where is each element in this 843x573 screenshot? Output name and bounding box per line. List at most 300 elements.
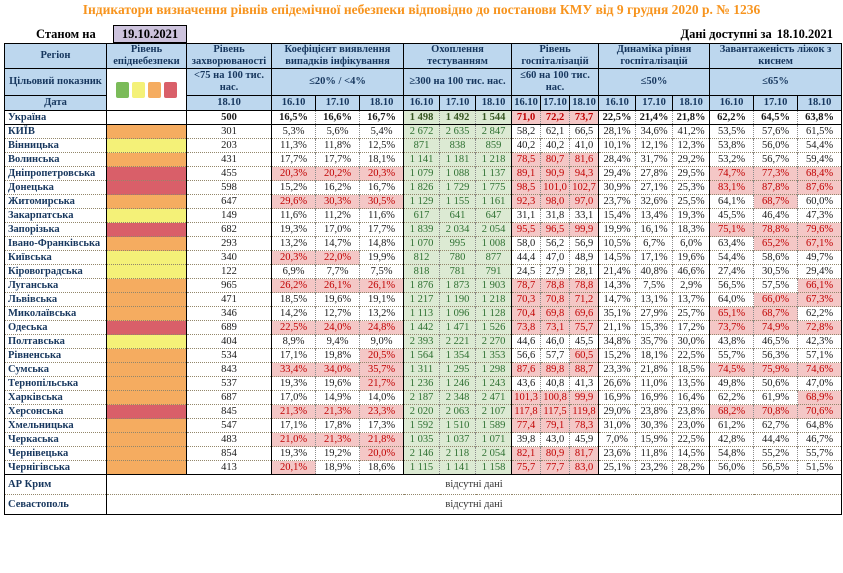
- testing-value: 1 088: [440, 167, 476, 181]
- testing-value: 1 079: [404, 167, 440, 181]
- as-of-date: 19.10.2021: [113, 25, 187, 43]
- col-morbidity: Рівень захворюваності: [187, 44, 272, 69]
- testing-value: 1 218: [476, 293, 512, 307]
- hospitalization-value: 73,7: [570, 111, 599, 125]
- hospitalization-value: 90,9: [541, 167, 570, 181]
- dynamics-value: 28,1%: [599, 125, 636, 139]
- detection-value: 6,9%: [272, 265, 316, 279]
- dynamics-value: 12,1%: [636, 139, 673, 153]
- hospitalization-value: 28,1: [570, 265, 599, 279]
- no-data-cell: відсутні дані: [107, 475, 842, 495]
- testing-value: 781: [440, 265, 476, 279]
- dynamics-value: 15,4%: [599, 209, 636, 223]
- table-row: [5, 495, 842, 515]
- oxygen-beds-value: 73,7%: [710, 321, 754, 335]
- detection-value: 21,3%: [316, 405, 360, 419]
- testing-value: 1 161: [476, 195, 512, 209]
- hospitalization-value: 81,6: [570, 153, 599, 167]
- target-oxygen: ≤65%: [710, 69, 842, 96]
- testing-value: 818: [404, 265, 440, 279]
- testing-value: 2 221: [440, 335, 476, 349]
- detection-value: 18,6%: [360, 461, 404, 475]
- header-row-targets: [5, 69, 842, 96]
- oxygen-beds-value: 46,5%: [754, 335, 798, 349]
- dynamics-value: 34,8%: [599, 335, 636, 349]
- detection-value: 15,2%: [272, 181, 316, 195]
- region-name: Дніпропетровська: [5, 167, 107, 181]
- hospitalization-value: 78,5: [512, 153, 541, 167]
- dynamics-value: 23,8%: [673, 405, 710, 419]
- testing-value: 1 498: [404, 111, 440, 125]
- testing-value: 1 113: [404, 307, 440, 321]
- morbidity-value: 293: [187, 237, 272, 251]
- morbidity-value: 431: [187, 153, 272, 167]
- dynamics-value: 21,4%: [599, 265, 636, 279]
- dynamics-value: 30,0%: [673, 335, 710, 349]
- testing-value: 1 037: [440, 433, 476, 447]
- oxygen-beds-value: 50,6%: [754, 377, 798, 391]
- detection-value: 11,6%: [360, 209, 404, 223]
- hospitalization-value: 69,8: [541, 307, 570, 321]
- hospitalization-value: 73,1: [541, 321, 570, 335]
- detection-value: 23,3%: [360, 405, 404, 419]
- detection-value: 24,8%: [360, 321, 404, 335]
- dynamics-value: 11,0%: [636, 377, 673, 391]
- detection-value: 16,6%: [316, 111, 360, 125]
- dynamics-value: 41,2%: [673, 125, 710, 139]
- hospitalization-value: 80,9: [541, 447, 570, 461]
- dynamics-value: 21,8%: [636, 363, 673, 377]
- hospitalization-value: 95,5: [512, 223, 541, 237]
- hospitalization-value: 45,5: [570, 335, 599, 349]
- testing-value: 2 270: [476, 335, 512, 349]
- detection-value: 18,9%: [316, 461, 360, 475]
- epidemic-level-cell: [107, 391, 187, 405]
- testing-value: 1 243: [476, 377, 512, 391]
- data-available-label: Дані доступні за: [680, 27, 772, 41]
- hospitalization-value: 98,5: [512, 181, 541, 195]
- date-cell: 17.10: [636, 96, 673, 111]
- oxygen-beds-value: 70,6%: [798, 405, 842, 419]
- region-name: Донецька: [5, 181, 107, 195]
- epidemic-level-cell: [107, 111, 187, 125]
- oxygen-beds-value: 60,0%: [798, 195, 842, 209]
- testing-value: 2 034: [440, 223, 476, 237]
- detection-value: 16,5%: [272, 111, 316, 125]
- col-region: Регіон: [5, 44, 107, 69]
- legend-color-swatch: [132, 82, 145, 98]
- detection-value: 21,8%: [360, 433, 404, 447]
- dynamics-value: 25,7%: [673, 307, 710, 321]
- dynamics-value: 16,9%: [636, 391, 673, 405]
- hospitalization-value: 71,0: [512, 111, 541, 125]
- hospitalization-value: 101,0: [541, 181, 570, 195]
- hospitalization-value: 81,7: [570, 447, 599, 461]
- dynamics-value: 15,9%: [636, 433, 673, 447]
- hospitalization-value: 62,1: [541, 125, 570, 139]
- hospitalization-value: 94,3: [570, 167, 599, 181]
- hospitalization-value: 43,0: [541, 433, 570, 447]
- dynamics-value: 25,1%: [599, 461, 636, 475]
- dynamics-value: 30,9%: [599, 181, 636, 195]
- testing-value: 1 903: [476, 279, 512, 293]
- oxygen-beds-value: 63,4%: [710, 237, 754, 251]
- hospitalization-value: 97,0: [570, 195, 599, 209]
- target-dynamics: ≤50%: [599, 69, 710, 96]
- detection-value: 19,9%: [360, 251, 404, 265]
- region-name: Тернопільська: [5, 377, 107, 391]
- testing-value: 1 190: [440, 293, 476, 307]
- date-cell: 16.10: [599, 96, 636, 111]
- date-cell: 18.10: [798, 96, 842, 111]
- hospitalization-value: 96,5: [541, 223, 570, 237]
- dynamics-value: 15,3%: [636, 321, 673, 335]
- oxygen-beds-value: 62,7%: [754, 419, 798, 433]
- detection-value: 20,2%: [316, 167, 360, 181]
- oxygen-beds-value: 70,8%: [754, 405, 798, 419]
- region-name: Черкаська: [5, 433, 107, 447]
- testing-value: 1 510: [440, 419, 476, 433]
- testing-value: 1 129: [404, 195, 440, 209]
- oxygen-beds-value: 75,9%: [754, 363, 798, 377]
- region-name: Київська: [5, 251, 107, 265]
- hospitalization-value: 83,0: [570, 461, 599, 475]
- detection-value: 19,6%: [316, 377, 360, 391]
- detection-value: 26,2%: [272, 279, 316, 293]
- oxygen-beds-value: 30,5%: [754, 265, 798, 279]
- date-cell: 17.10: [541, 96, 570, 111]
- detection-value: 11,6%: [272, 209, 316, 223]
- hospitalization-value: 57,7: [541, 349, 570, 363]
- detection-value: 20,3%: [360, 167, 404, 181]
- detection-value: 14,9%: [316, 391, 360, 405]
- table-row: [5, 139, 842, 153]
- dynamics-value: 18,1%: [636, 349, 673, 363]
- oxygen-beds-value: 61,9%: [754, 391, 798, 405]
- hospitalization-value: 117,8: [512, 405, 541, 419]
- oxygen-beds-value: 29,4%: [798, 265, 842, 279]
- detection-value: 33,4%: [272, 363, 316, 377]
- table-row: [5, 321, 842, 335]
- oxygen-beds-value: 54,8%: [710, 447, 754, 461]
- detection-value: 16,7%: [360, 181, 404, 195]
- morbidity-value: 689: [187, 321, 272, 335]
- morbidity-value: 647: [187, 195, 272, 209]
- testing-value: 1 353: [476, 349, 512, 363]
- morbidity-value: 854: [187, 447, 272, 461]
- testing-value: 1 564: [404, 349, 440, 363]
- hospitalization-value: 27,9: [541, 265, 570, 279]
- legend-color-swatch: [148, 82, 161, 98]
- dynamics-value: 10,1%: [599, 139, 636, 153]
- hospitalization-value: 73,8: [512, 321, 541, 335]
- hospitalization-value: 78,8: [541, 279, 570, 293]
- testing-value: 1 354: [440, 349, 476, 363]
- col-hospital: Рівень госпіталізацій: [512, 44, 599, 69]
- epidemic-level-cell: [107, 125, 187, 139]
- hospitalization-value: 46,0: [541, 335, 570, 349]
- date-cell: 18.10: [187, 96, 272, 111]
- dynamics-value: 21,8%: [673, 111, 710, 125]
- table-row: [5, 223, 842, 237]
- oxygen-beds-value: 51,5%: [798, 461, 842, 475]
- testing-value: 2 054: [476, 447, 512, 461]
- oxygen-beds-value: 56,5%: [710, 279, 754, 293]
- dynamics-value: 25,3%: [673, 181, 710, 195]
- morbidity-value: 500: [187, 111, 272, 125]
- table-row: [5, 391, 842, 405]
- morbidity-value: 122: [187, 265, 272, 279]
- testing-value: 1 442: [404, 321, 440, 335]
- morbidity-value: 203: [187, 139, 272, 153]
- region-name: Херсонська: [5, 405, 107, 419]
- detection-value: 17,0%: [272, 391, 316, 405]
- detection-value: 17,8%: [316, 419, 360, 433]
- oxygen-beds-value: 79,6%: [798, 223, 842, 237]
- detection-value: 17,7%: [316, 153, 360, 167]
- oxygen-beds-value: 53,2%: [710, 153, 754, 167]
- region-name: Чернігівська: [5, 461, 107, 475]
- testing-value: 1 071: [476, 433, 512, 447]
- hospitalization-value: 45,9: [570, 433, 599, 447]
- detection-value: 5,6%: [316, 125, 360, 139]
- testing-value: 1 128: [476, 307, 512, 321]
- hospitalization-value: 100,8: [541, 391, 570, 405]
- hospitalization-value: 77,4: [512, 419, 541, 433]
- hospitalization-value: 58,0: [512, 237, 541, 251]
- testing-value: 1 158: [476, 461, 512, 475]
- oxygen-beds-value: 43,8%: [710, 335, 754, 349]
- dynamics-value: 16,1%: [636, 223, 673, 237]
- testing-value: 2 348: [440, 391, 476, 405]
- region-name: Полтавська: [5, 335, 107, 349]
- dynamics-value: 14,3%: [599, 279, 636, 293]
- table-row: [5, 181, 842, 195]
- dynamics-value: 16,4%: [673, 391, 710, 405]
- detection-value: 14,0%: [360, 391, 404, 405]
- hospitalization-value: 40,2: [541, 139, 570, 153]
- dynamics-value: 14,5%: [673, 447, 710, 461]
- testing-value: 617: [404, 209, 440, 223]
- hospitalization-value: 58,2: [512, 125, 541, 139]
- oxygen-beds-value: 87,8%: [754, 181, 798, 195]
- epidemic-level-cell: [107, 153, 187, 167]
- table-row: [5, 405, 842, 419]
- testing-value: 838: [440, 139, 476, 153]
- header-row-titles: [5, 44, 842, 69]
- regions-tbody: [5, 111, 842, 515]
- hospitalization-value: 60,5: [570, 349, 599, 363]
- detection-value: 20,0%: [360, 447, 404, 461]
- testing-value: 1 181: [440, 153, 476, 167]
- testing-value: 1 236: [404, 377, 440, 391]
- dynamics-value: 27,8%: [636, 167, 673, 181]
- data-available-date: 18.10.2021: [776, 27, 833, 41]
- region-name: Миколаївська: [5, 307, 107, 321]
- detection-value: 17,7%: [360, 223, 404, 237]
- region-name: Волинська: [5, 153, 107, 167]
- hospitalization-value: 88,7: [570, 363, 599, 377]
- hospitalization-value: 99,9: [570, 223, 599, 237]
- testing-value: 2 107: [476, 405, 512, 419]
- oxygen-beds-value: 68,7%: [754, 307, 798, 321]
- dynamics-value: 16,9%: [599, 391, 636, 405]
- oxygen-beds-value: 74,5%: [710, 363, 754, 377]
- testing-value: 2 020: [404, 405, 440, 419]
- detection-value: 19,1%: [360, 293, 404, 307]
- hospitalization-value: 69,6: [570, 307, 599, 321]
- epidemic-level-cell: [107, 447, 187, 461]
- dynamics-value: 18,3%: [673, 223, 710, 237]
- detection-value: 9,4%: [316, 335, 360, 349]
- hospitalization-value: 87,6: [512, 363, 541, 377]
- morbidity-value: 547: [187, 419, 272, 433]
- region-name: Закарпатська: [5, 209, 107, 223]
- hospitalization-value: 82,1: [512, 447, 541, 461]
- dynamics-value: 13,5%: [673, 377, 710, 391]
- testing-value: 791: [476, 265, 512, 279]
- dynamics-value: 27,1%: [636, 181, 673, 195]
- date-cell: 17.10: [754, 96, 798, 111]
- detection-value: 21,7%: [360, 377, 404, 391]
- col-testing: Охоплення тестуванням: [404, 44, 512, 69]
- epidemic-level-cell: [107, 265, 187, 279]
- detection-value: 17,1%: [272, 419, 316, 433]
- epidemic-level-cell: [107, 223, 187, 237]
- hospitalization-value: 89,1: [512, 167, 541, 181]
- testing-value: 1 775: [476, 181, 512, 195]
- testing-value: 1 526: [476, 321, 512, 335]
- oxygen-beds-value: 74,6%: [798, 363, 842, 377]
- table-row: [5, 167, 842, 181]
- oxygen-beds-value: 67,1%: [798, 237, 842, 251]
- oxygen-beds-value: 74,7%: [710, 167, 754, 181]
- dynamics-value: 17,2%: [673, 321, 710, 335]
- hospitalization-value: 78,7: [512, 279, 541, 293]
- oxygen-beds-value: 75,1%: [710, 223, 754, 237]
- target-testing: ≥300 на 100 тис. нас.: [404, 69, 512, 96]
- dynamics-value: 7,0%: [599, 433, 636, 447]
- hospitalization-value: 70,8: [541, 293, 570, 307]
- region-name: Рівненська: [5, 349, 107, 363]
- oxygen-beds-value: 45,5%: [710, 209, 754, 223]
- testing-value: 1 155: [440, 195, 476, 209]
- testing-value: 1 589: [476, 419, 512, 433]
- dynamics-value: 11,8%: [636, 447, 673, 461]
- detection-value: 17,3%: [360, 419, 404, 433]
- testing-value: 1 218: [476, 153, 512, 167]
- hospitalization-value: 56,2: [541, 237, 570, 251]
- hospitalization-value: 99,9: [570, 391, 599, 405]
- oxygen-beds-value: 53,8%: [710, 139, 754, 153]
- date-cell: 16.10: [512, 96, 541, 111]
- testing-value: 859: [476, 139, 512, 153]
- detection-value: 19,2%: [316, 447, 360, 461]
- oxygen-beds-value: 49,8%: [710, 377, 754, 391]
- dynamics-value: 28,4%: [599, 153, 636, 167]
- oxygen-beds-value: 78,8%: [754, 223, 798, 237]
- hospitalization-value: 75,7: [570, 321, 599, 335]
- table-row: [5, 279, 842, 293]
- dynamics-value: 23,3%: [599, 363, 636, 377]
- oxygen-beds-value: 56,3%: [754, 349, 798, 363]
- col-dynamics: Динаміка рівня госпіталізацій: [599, 44, 710, 69]
- date-label: Дата: [5, 96, 107, 111]
- dynamics-value: 7,5%: [636, 279, 673, 293]
- detection-value: 19,6%: [316, 293, 360, 307]
- testing-value: 1 115: [404, 461, 440, 475]
- dynamics-value: 22,5%: [673, 433, 710, 447]
- detection-value: 18,5%: [272, 293, 316, 307]
- epidemic-level-cell: [107, 461, 187, 475]
- oxygen-beds-value: 74,9%: [754, 321, 798, 335]
- detection-value: 19,8%: [316, 349, 360, 363]
- region-name: Україна: [5, 111, 107, 125]
- dynamics-value: 23,2%: [636, 461, 673, 475]
- oxygen-beds-value: 68,2%: [710, 405, 754, 419]
- detection-value: 19,3%: [272, 377, 316, 391]
- epidemic-level-cell: [107, 377, 187, 391]
- epidemic-level-cell: [107, 181, 187, 195]
- morbidity-value: 483: [187, 433, 272, 447]
- oxygen-beds-value: 47,3%: [798, 209, 842, 223]
- detection-value: 7,7%: [316, 265, 360, 279]
- target-hospital: ≤60 на 100 тис. нас.: [512, 69, 599, 96]
- dynamics-value: 22,5%: [599, 111, 636, 125]
- no-data-cell: відсутні дані: [107, 495, 842, 515]
- testing-value: 1 876: [404, 279, 440, 293]
- detection-value: 9,0%: [360, 335, 404, 349]
- detection-value: 35,7%: [360, 363, 404, 377]
- detection-value: 19,3%: [272, 447, 316, 461]
- oxygen-beds-value: 64,8%: [798, 419, 842, 433]
- page-title: Індикатори визначення рівнів епідемічної небезпеки відповідно до постанови КМУ від 9 грудня 2020 р. № 1236: [82, 2, 761, 17]
- detection-value: 12,7%: [316, 307, 360, 321]
- oxygen-beds-value: 63,8%: [798, 111, 842, 125]
- oxygen-beds-value: 55,7%: [798, 447, 842, 461]
- morbidity-value: 340: [187, 251, 272, 265]
- oxygen-beds-value: 68,4%: [798, 167, 842, 181]
- morbidity-value: 682: [187, 223, 272, 237]
- oxygen-beds-value: 27,4%: [710, 265, 754, 279]
- dynamics-value: 46,6%: [673, 265, 710, 279]
- oxygen-beds-value: 53,5%: [710, 125, 754, 139]
- testing-value: 1 311: [404, 363, 440, 377]
- morbidity-value: 534: [187, 349, 272, 363]
- testing-value: 1 070: [404, 237, 440, 251]
- detection-value: 17,0%: [316, 223, 360, 237]
- hospitalization-value: 119,8: [570, 405, 599, 419]
- testing-value: 1 471: [440, 321, 476, 335]
- detection-value: 21,3%: [316, 433, 360, 447]
- testing-value: 877: [476, 251, 512, 265]
- hospitalization-value: 72,2: [541, 111, 570, 125]
- testing-value: 2 187: [404, 391, 440, 405]
- oxygen-beds-value: 46,4%: [754, 209, 798, 223]
- epidemic-level-cell: [107, 321, 187, 335]
- dynamics-value: 6,7%: [636, 237, 673, 251]
- detection-value: 14,7%: [316, 237, 360, 251]
- dynamics-value: 19,3%: [673, 209, 710, 223]
- hospitalization-value: 92,3: [512, 195, 541, 209]
- detection-value: 30,3%: [316, 195, 360, 209]
- table-row: [5, 265, 842, 279]
- hospitalization-value: 41,3: [570, 377, 599, 391]
- oxygen-beds-value: 65,1%: [710, 307, 754, 321]
- table-row: [5, 377, 842, 391]
- date-cell: 16.10: [710, 96, 754, 111]
- dynamics-value: 23,0%: [673, 419, 710, 433]
